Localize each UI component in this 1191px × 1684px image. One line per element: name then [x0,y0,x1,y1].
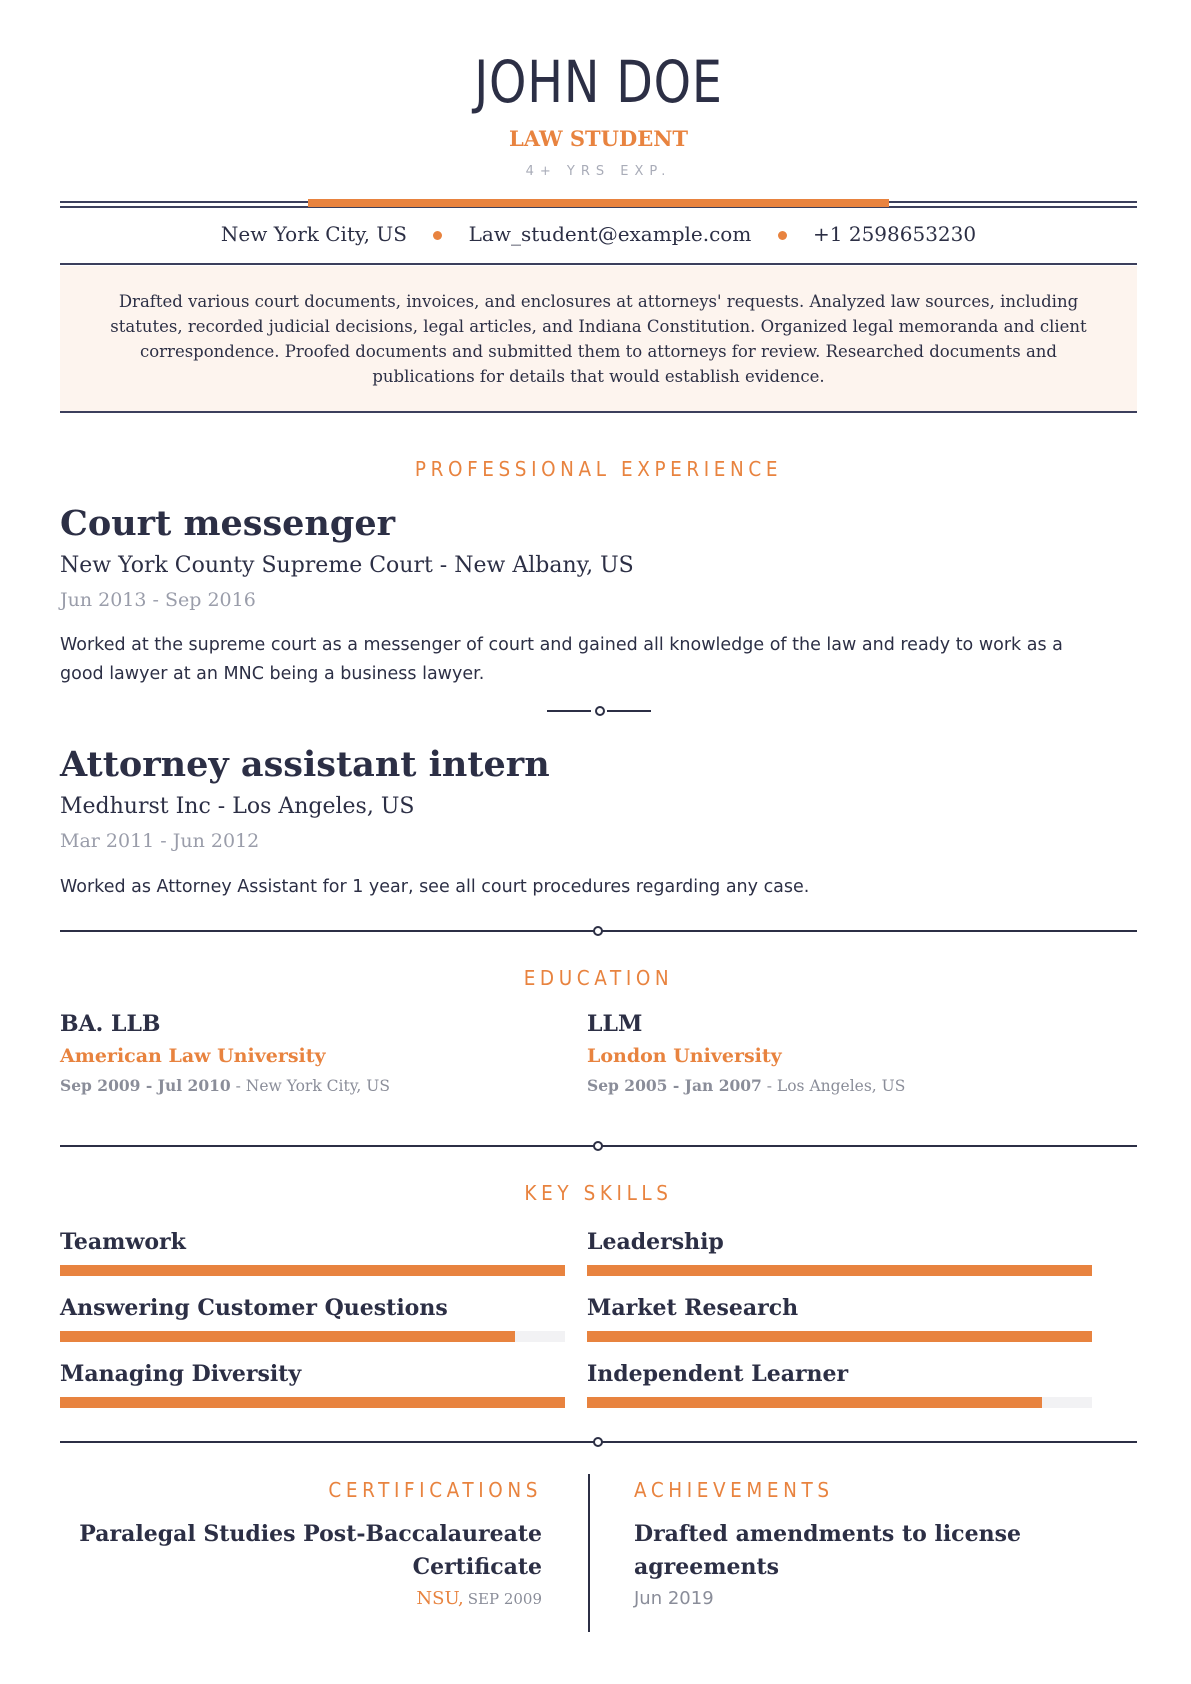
skill-bar-fill [60,1265,565,1276]
skill-bar-fill [60,1397,565,1408]
skill-bar-fill [587,1331,1092,1342]
skill-name: Teamwork [60,1229,186,1255]
contact-bar [60,222,1137,246]
separator-circle-icon [593,1437,603,1447]
education-item [587,1011,1087,1095]
achievement-date: Jun 2019 [634,1588,714,1609]
education-meta [587,1076,1087,1095]
bullet-dot-icon [778,231,787,240]
contact-email[interactable]: Law_student@example.com [468,222,752,246]
certification-org: NSU, [416,1588,464,1609]
summary-text: Drafted various court documents, invoices, and enclosures at attorneys' requests. Analyzed law sources, including statutes, recorded judicial decisions, legal articles, and Indiana Constitution. Organized legal memoranda and client correspondence. Proofed documents and submitted them to attorneys for review. Researched documents and publications for details that would establish evidence. [110,292,1087,386]
job-description: Worked at the supreme court as a messenger of court and gained all knowledge of the law and ready to work as a good lawyer at an MNC being a business lawyer. [60,635,1063,684]
education-school: London University [587,1045,782,1067]
section-title-education: EDUCATION [523,966,674,990]
achievement-item [634,1518,1054,1609]
education-meta [60,1076,560,1095]
job-title: Court messenger [60,503,396,544]
education-dates: Sep 2005 - Jan 2007 [587,1076,762,1095]
skill-bar-track [60,1331,565,1342]
job-separator [547,706,651,716]
section-separator [60,1437,1137,1447]
experience-years: 4+ YRS EXP. [525,164,672,179]
skill-bar-fill [60,1331,515,1342]
job-company: New York County Supreme Court - New Albany, US [60,553,634,578]
separator-line [607,710,651,712]
candidate-name: JOHN DOE [474,48,723,116]
skill-item [587,1361,1092,1408]
contact-phone[interactable]: +1 2598653230 [813,222,977,246]
header-accent-bar [308,199,889,207]
skill-bar-fill [587,1397,1042,1408]
education-dates: Sep 2009 - Jul 2010 [60,1076,231,1095]
separator-circle-icon [593,1141,603,1151]
skill-bar-track [587,1397,1092,1408]
summary-divider [60,411,1137,413]
section-title-skills: KEY SKILLS [524,1181,673,1205]
job-company: Medhurst Inc - Los Angeles, US [60,794,415,819]
education-school: American Law University [60,1045,326,1067]
skill-item [587,1295,1092,1342]
bullet-dot-icon [433,231,442,240]
section-title-achievements: ACHIEVEMENTS [634,1478,834,1502]
skill-item [60,1229,565,1276]
certification-date: SEP 2009 [467,1590,542,1608]
separator-circle-icon [593,926,603,936]
education-location: - New York City, US [230,1077,390,1095]
skill-name: Independent Learner [587,1361,849,1387]
skill-item [60,1361,565,1408]
skill-item [587,1229,1092,1276]
section-title-experience: PROFESSIONAL EXPERIENCE [414,457,783,481]
skill-bar-fill [587,1265,1092,1276]
skill-name: Leadership [587,1229,724,1255]
skill-bar-track [60,1265,565,1276]
achievement-title: Drafted amendments to license agreements [634,1521,1021,1580]
job-title: Attorney assistant intern [60,744,550,785]
contact-divider [60,263,1137,265]
skill-item [60,1295,565,1342]
skill-bar-track [587,1265,1092,1276]
certification-title: Paralegal Studies Post-Baccalaureate Certificate [79,1521,542,1580]
section-separator [60,926,1137,936]
candidate-role: LAW STUDENT [508,126,689,151]
separator-line [547,710,591,712]
education-location: - Los Angeles, US [761,1077,906,1095]
skill-bar-track [587,1331,1092,1342]
job-dates: Jun 2013 - Sep 2016 [60,589,256,611]
job-description: Worked as Attorney Assistant for 1 year, see all court procedures regarding any case. [60,877,810,897]
job-dates: Mar 2011 - Jun 2012 [60,830,260,852]
education-item [60,1011,560,1095]
section-separator [60,1141,1137,1151]
summary-box [60,266,1137,411]
separator-circle-icon [595,706,605,716]
column-divider [588,1474,590,1632]
contact-location: New York City, US [220,222,407,246]
education-degree: LLM [587,1011,643,1037]
skill-name: Answering Customer Questions [60,1295,448,1321]
education-degree: BA. LLB [60,1011,161,1037]
certification-item [60,1518,542,1609]
skill-name: Market Research [587,1295,799,1321]
skill-name: Managing Diversity [60,1361,302,1387]
skill-bar-track [60,1397,565,1408]
section-title-certifications: CERTIFICATIONS [328,1478,542,1502]
certification-meta [60,1588,542,1609]
